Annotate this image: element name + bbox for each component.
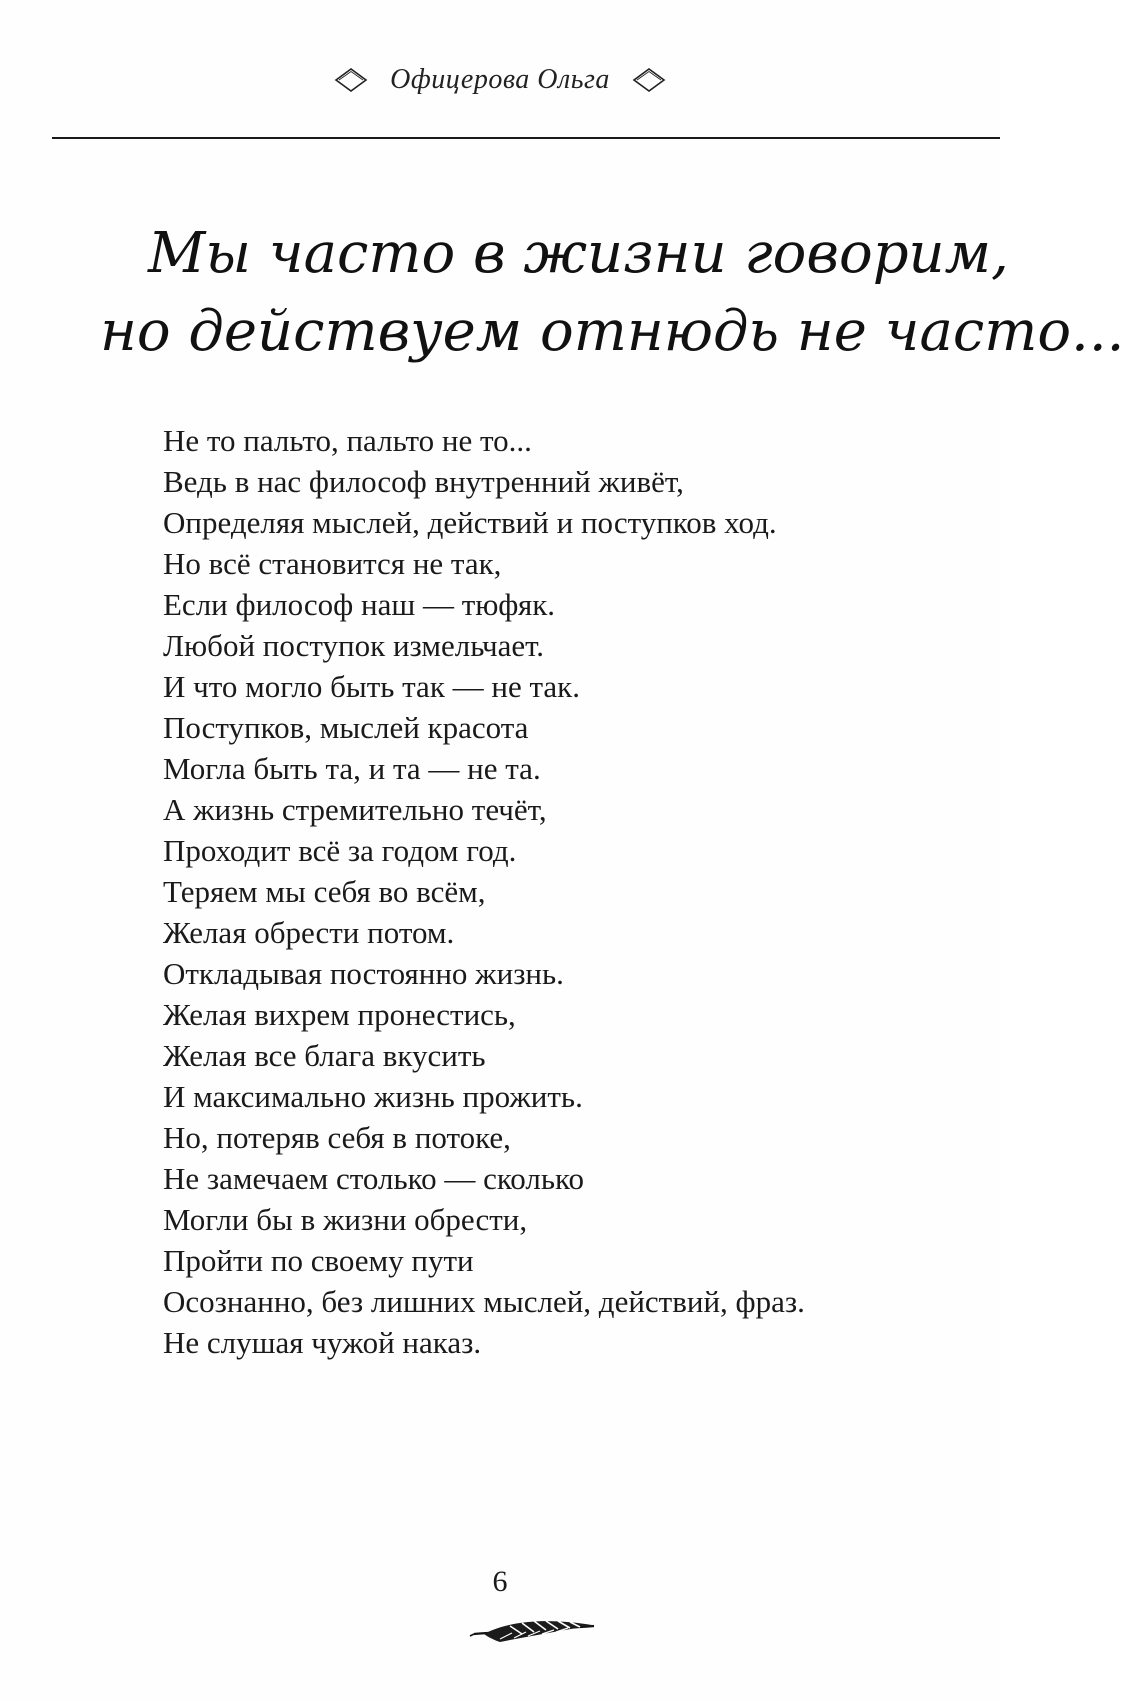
diamond-ornament-right-icon	[632, 66, 666, 94]
poem-line: Могла быть та, и та — не та.	[163, 751, 541, 786]
poem-line: Желая вихрем пронестись,	[163, 997, 516, 1032]
poem-body	[163, 420, 963, 1363]
poem-line: И максимально жизнь прожить.	[163, 1079, 583, 1114]
poem-line: Желая обрести потом.	[163, 915, 455, 950]
poem-line: Но всё становится не так,	[163, 546, 502, 581]
running-header	[0, 40, 1000, 110]
diamond-ornament-left-icon	[334, 66, 368, 94]
poem-line: Определяя мыслей, действий и поступков ход.	[163, 505, 777, 540]
poem-line: Проходит всё за годом год.	[163, 833, 517, 868]
poem-line: Осознанно, без лишних мыслей, действий, фраз.	[163, 1284, 805, 1319]
poem-title-line-1: Мы часто в жизни говорим,	[148, 221, 1009, 286]
poem-line: Откладывая постоянно жизнь.	[163, 956, 564, 991]
poem-title	[100, 215, 1124, 385]
page-number: 6	[492, 1565, 508, 1598]
poem-line: А жизнь стремительно течёт,	[163, 792, 547, 827]
poem-line: Если философ наш — тюфяк.	[163, 587, 556, 622]
poem-line: Ведь в нас философ внутренний живёт,	[163, 464, 684, 499]
running-header-content	[0, 60, 1000, 100]
feather-ornament-icon	[470, 1612, 600, 1652]
poem-line: Но, потеряв себя в потоке,	[163, 1120, 511, 1155]
poem-line: Желая все блага вкусить	[163, 1038, 486, 1073]
poem-line: Не то пальто, пальто не то...	[163, 423, 532, 458]
poem-line: Теряем мы себя во всём,	[163, 874, 486, 909]
running-header-author: Офицерова Ольга	[390, 64, 610, 95]
poem-line: Могли бы в жизни обрести,	[163, 1202, 528, 1237]
poem-line: Поступков, мыслей красота	[163, 710, 529, 745]
poem-line: Не замечаем столько — сколько	[163, 1161, 584, 1196]
poem-line: Пройти по своему пути	[163, 1243, 474, 1278]
poem-line: Любой поступок измельчает.	[163, 628, 545, 663]
poem-line: Не слушая чужой наказ.	[163, 1325, 482, 1360]
poem-line: И что могло быть так — не так.	[163, 669, 580, 704]
header-rule	[52, 137, 1000, 139]
poem-title-line-2: но действуем отнюдь не часто...	[100, 299, 1124, 364]
